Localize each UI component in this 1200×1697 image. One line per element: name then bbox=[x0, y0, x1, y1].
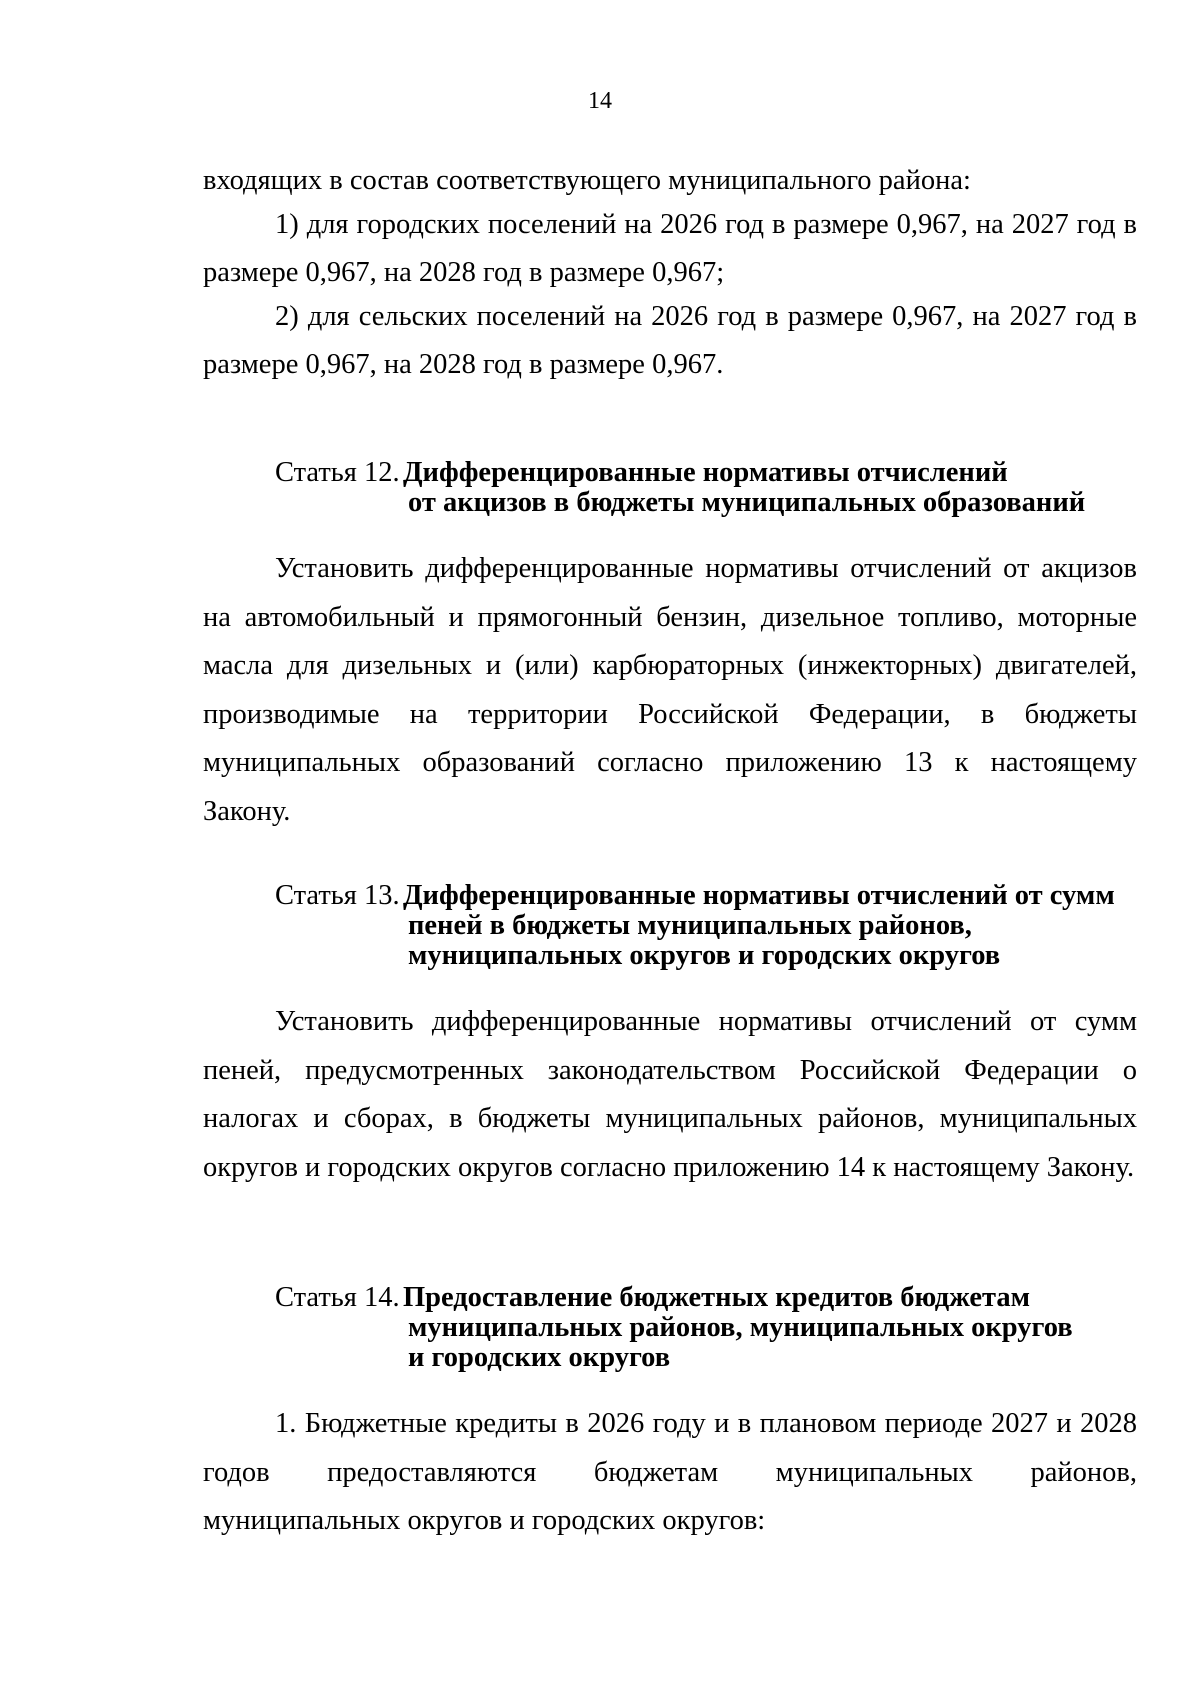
article-title-line: и городских округов bbox=[407, 1342, 671, 1373]
article-title bbox=[403, 458, 1137, 518]
article-heading bbox=[203, 881, 1137, 971]
article-13-body bbox=[203, 998, 1137, 1192]
article-text: Установить дифференцированные нормативы отчислений от акцизов на автомобильный и прямогонный бензин, дизельное топливо, моторные масла для дизельных и (или) карбюраторных (инжекторных) двигателей, производимые на территории Российской Федерации, в бюджеты муниципальных образований согласно приложению 13 к настоящему Закону. bbox=[203, 553, 1137, 827]
article-14 bbox=[203, 1283, 1137, 1373]
article-12-body bbox=[203, 545, 1137, 836]
article-title-line: муниципальных районов, муниципальных округов bbox=[407, 1312, 1073, 1343]
article-12 bbox=[203, 458, 1137, 518]
article-label: Статья 12. bbox=[275, 457, 400, 488]
article-13 bbox=[203, 881, 1137, 971]
article-title-line: от акцизов в бюджеты муниципальных образований bbox=[407, 487, 1086, 518]
intro-lead-line: входящих в состав соответствующего муниципального района: bbox=[203, 165, 971, 196]
article-text: 1. Бюджетные кредиты в 2026 году и в плановом периоде 2027 и 2028 годов предоставляются бюджетам муниципальных районов, муниципальных округов и городских округов: bbox=[203, 1408, 1137, 1536]
article-heading bbox=[203, 458, 1137, 518]
article-title bbox=[403, 881, 1137, 971]
intro-item-1: 1) для городских поселений на 2026 год в размере 0,967, на 2027 год в размере 0,967, на 2028 год в размере 0,967; bbox=[203, 209, 1137, 288]
intro-block bbox=[203, 157, 1137, 389]
article-label: Статья 13. bbox=[275, 880, 400, 911]
article-title-line: Предоставление бюджетных кредитов бюджетам bbox=[402, 1282, 1031, 1313]
article-title bbox=[403, 1283, 1137, 1373]
article-title-line: муниципальных округов и городских округов bbox=[407, 940, 1001, 971]
article-title-line: пеней в бюджеты муниципальных районов, bbox=[407, 910, 972, 941]
article-text: Установить дифференцированные нормативы отчислений от сумм пеней, предусмотренных законодательством Российской Федерации о налогах и сборах, в бюджеты муниципальных районов, муниципальных округов и городских округов согласно приложению 14 к настоящему Закону. bbox=[203, 1006, 1137, 1183]
article-heading bbox=[203, 1283, 1137, 1373]
article-label: Статья 14. bbox=[275, 1282, 400, 1313]
article-title-line: Дифференцированные нормативы отчислений от сумм bbox=[402, 880, 1115, 911]
intro-item-2: 2) для сельских поселений на 2026 год в размере 0,967, на 2027 год в размере 0,967, на 2028 год в размере 0,967. bbox=[203, 301, 1137, 380]
article-14-body bbox=[203, 1400, 1137, 1546]
page-number: 14 bbox=[588, 88, 612, 114]
article-title-line: Дифференцированные нормативы отчислений bbox=[402, 457, 1008, 488]
